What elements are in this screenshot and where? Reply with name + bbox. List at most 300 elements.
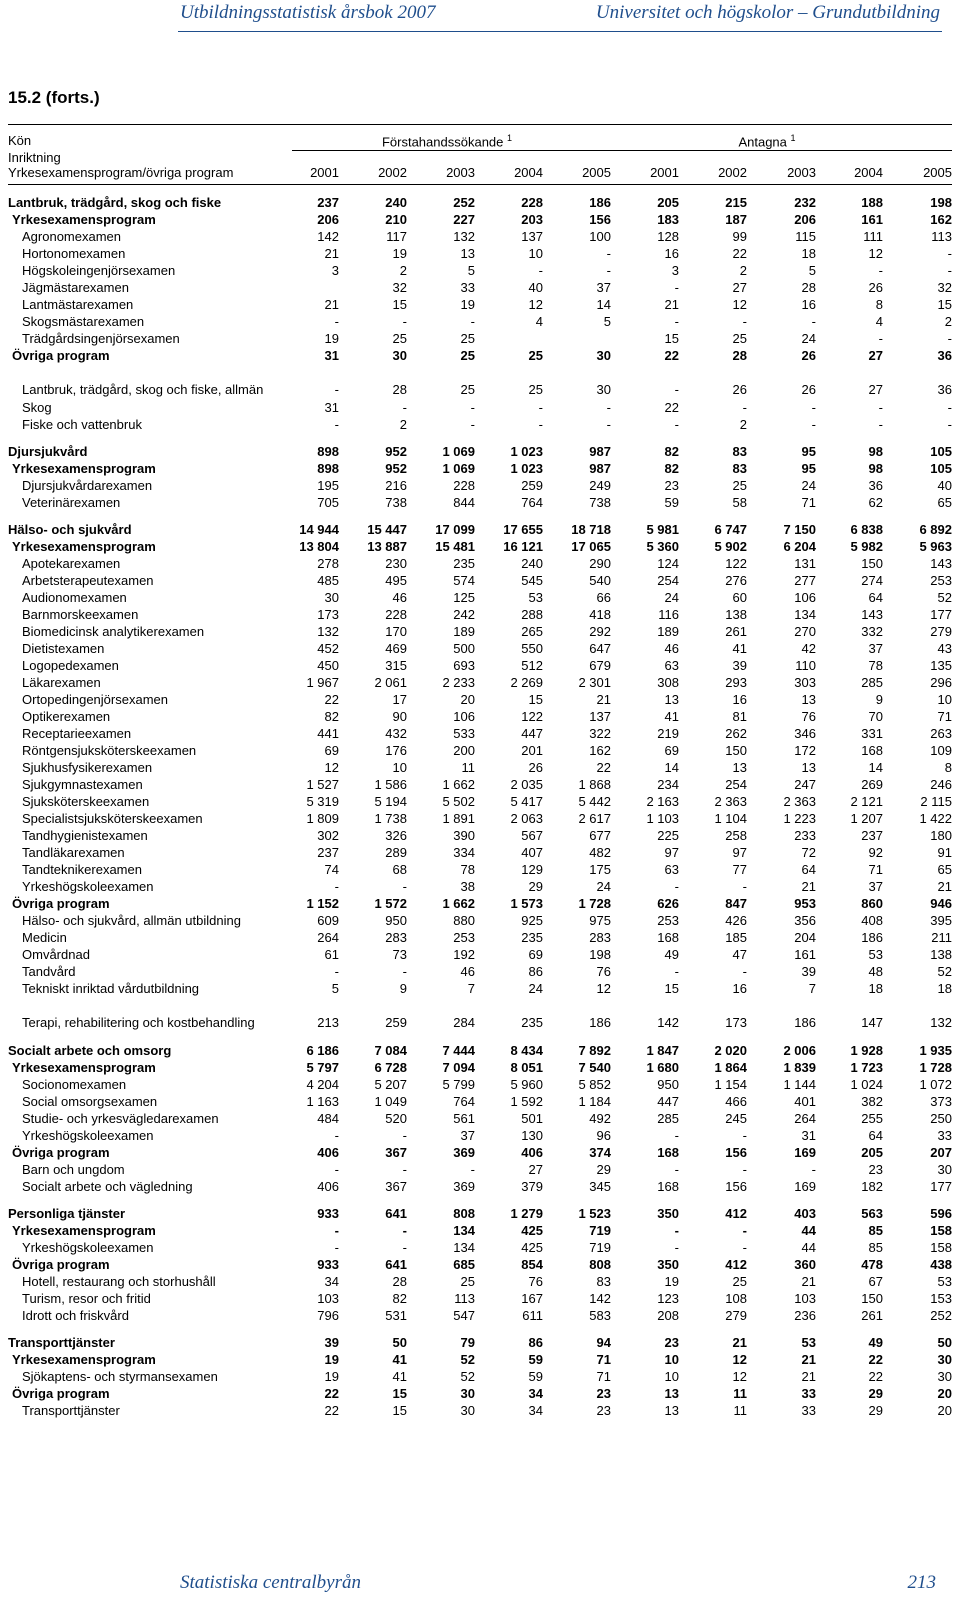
cell-value: 10	[392, 760, 407, 775]
cell-value: 117	[386, 229, 407, 244]
cell-value: 550	[521, 641, 543, 656]
cell-value: 132	[317, 624, 339, 639]
cell-value: 82	[392, 1291, 407, 1306]
cell-value: 2 163	[646, 794, 679, 809]
cell-value: 180	[930, 828, 952, 843]
cell-value: 279	[725, 1308, 747, 1323]
cell-value: 2	[399, 417, 407, 432]
cell-value: 254	[657, 573, 679, 588]
cell-value: 406	[317, 1145, 339, 1160]
cell-value: 189	[657, 624, 679, 639]
cell-value: -	[402, 400, 407, 415]
cell-value: 86	[528, 964, 543, 979]
cell-value: 233	[794, 828, 816, 843]
cell-value: 1 864	[714, 1060, 747, 1075]
spacer-row	[8, 1324, 952, 1334]
cell-value: 63	[664, 658, 679, 673]
cell-value: 245	[725, 1111, 747, 1126]
cell-value: 21	[801, 1274, 816, 1289]
cell-value: 22	[664, 348, 679, 363]
cell-value: 31	[324, 348, 339, 363]
table-row	[8, 1402, 952, 1419]
cell-value: 1 728	[919, 1060, 952, 1075]
cell-value: 6 186	[306, 1043, 339, 1058]
cell-value: 2 233	[442, 675, 475, 690]
footnote-mark: 1	[790, 133, 796, 143]
cell-value: -	[334, 1162, 339, 1177]
cell-value: 63	[664, 862, 679, 877]
cell-value: 25	[460, 348, 475, 363]
footer-publisher: Statistiska centralbyrån	[180, 1572, 362, 1593]
row-label: Transporttjänster	[8, 1335, 115, 1350]
cell-value: 25	[528, 348, 543, 363]
cell-value: -	[674, 879, 679, 894]
cell-value: 30	[460, 1386, 475, 1401]
cell-value: 25	[732, 331, 747, 346]
cell-value: 12	[732, 1352, 747, 1367]
cell-value: 135	[930, 658, 952, 673]
column-label-kon: Kön	[8, 133, 32, 148]
cell-value: 583	[589, 1308, 611, 1323]
cell-value: 11	[733, 1386, 747, 1401]
cell-value: 933	[317, 1257, 339, 1272]
cell-value: -	[811, 1162, 816, 1177]
cell-value: 168	[861, 743, 883, 758]
cell-value: 1 163	[306, 1094, 339, 1109]
cell-value: 168	[657, 1145, 679, 1160]
cell-value: -	[334, 879, 339, 894]
table-row	[8, 364, 952, 399]
cell-value: 105	[930, 444, 952, 459]
cell-value: 30	[596, 382, 611, 397]
cell-value: 40	[937, 478, 952, 493]
cell-value: 74	[324, 862, 339, 877]
table-row	[8, 946, 952, 963]
cell-value: 206	[794, 212, 816, 227]
table-row	[8, 742, 952, 759]
cell-value: 130	[521, 1128, 543, 1143]
cell-value: 16	[732, 981, 747, 996]
cell-value: 122	[725, 556, 747, 571]
cell-value: 167	[521, 1291, 543, 1306]
cell-value: 158	[930, 1240, 952, 1255]
cell-value: 98	[868, 444, 883, 459]
cell-value: 232	[794, 195, 816, 210]
cell-value: 373	[930, 1094, 952, 1109]
cell-value: -	[606, 400, 611, 415]
cell-value: 143	[930, 556, 952, 571]
cell-value: 3	[671, 263, 679, 278]
cell-value: 30	[596, 348, 611, 363]
cell-value: 15	[664, 331, 679, 346]
cell-value: 14	[596, 297, 611, 312]
cell-value: 10	[528, 246, 543, 261]
row-label: Studie- och yrkesvägledarexamen	[22, 1111, 219, 1126]
cell-value: 425	[521, 1240, 543, 1255]
cell-value: 33	[801, 1403, 816, 1418]
row-label: Yrkesexamensprogram	[12, 1223, 156, 1238]
cell-value	[543, 330, 611, 347]
cell-value: 235	[453, 556, 475, 571]
cell-value: 22	[732, 246, 747, 261]
cell-value: 82	[324, 709, 339, 724]
cell-value: 950	[385, 913, 407, 928]
cell-value: 137	[521, 229, 543, 244]
column-group-antagna	[712, 133, 822, 149]
cell-value: 27	[528, 1162, 543, 1177]
row-label: Sjuksköterskeexamen	[22, 794, 150, 809]
section-row	[8, 1042, 952, 1059]
table-row	[8, 589, 952, 606]
cell-value: 188	[861, 195, 883, 210]
cell-value: 131	[794, 556, 816, 571]
cell-value: 284	[453, 1015, 475, 1030]
cell-value: 60	[732, 590, 747, 605]
cell-value: 303	[794, 675, 816, 690]
cell-value: 186	[589, 195, 611, 210]
cell-value: 103	[317, 1291, 339, 1306]
cell-value: 12	[596, 981, 611, 996]
cell-value: -	[538, 263, 543, 278]
row-label: Djursjukvårdarexamen	[22, 478, 153, 493]
cell-value: 13	[664, 1386, 679, 1401]
cell-value: 950	[657, 1077, 679, 1092]
cell-value: 12	[324, 760, 339, 775]
row-label: Lantbruk, trädgård, skog och fiske	[8, 195, 222, 210]
cell-value: -	[674, 1128, 679, 1143]
cell-value: 5 417	[510, 794, 543, 809]
cell-value: 20	[937, 1403, 952, 1418]
row-label: Apotekarexamen	[22, 556, 121, 571]
row-label: Tandläkarexamen	[22, 845, 125, 860]
cell-value: 21	[801, 1369, 816, 1384]
table-row	[8, 963, 952, 980]
cell-value: 609	[317, 913, 339, 928]
cell-value: 2 061	[374, 675, 407, 690]
cell-value: 201	[521, 743, 543, 758]
cell-value: 2	[739, 417, 747, 432]
cell-value: 274	[861, 573, 883, 588]
cell-value: 36	[868, 478, 883, 493]
cell-value: 408	[861, 913, 883, 928]
row-label: Övriga program	[12, 348, 110, 363]
cell-value: 1 935	[919, 1043, 952, 1058]
cell-value: 466	[725, 1094, 747, 1109]
cell-value: 808	[453, 1206, 475, 1221]
table-row	[8, 997, 952, 1032]
cell-value: 1 069	[442, 444, 475, 459]
cell-value: 125	[453, 590, 475, 605]
cell-value: 4 204	[306, 1077, 339, 1092]
cell-value: 1 928	[850, 1043, 883, 1058]
cell-value: 172	[794, 743, 816, 758]
cell-value: 132	[930, 1015, 952, 1030]
cell-value: 142	[317, 229, 339, 244]
cell-value: 946	[930, 896, 952, 911]
program-group-row	[8, 1351, 952, 1368]
table-row	[8, 228, 952, 245]
cell-value: 33	[460, 280, 475, 295]
cell-value: -	[674, 1162, 679, 1177]
row-label: Tandhygienistexamen	[22, 828, 148, 843]
cell-value: 1 586	[374, 777, 407, 792]
cell-value: 288	[521, 607, 543, 622]
cell-value: 37	[460, 1128, 475, 1143]
cell-value: 253	[930, 573, 952, 588]
row-label: Logopedexamen	[22, 658, 119, 673]
cell-value: 641	[385, 1206, 407, 1221]
column-group-rule	[292, 150, 952, 151]
cell-value: 2 035	[510, 777, 543, 792]
cell-value: 293	[725, 675, 747, 690]
cell-value: 177	[930, 607, 952, 622]
cell-value: 15	[528, 692, 543, 707]
cell-value: 65	[937, 495, 952, 510]
cell-value: 70	[868, 709, 883, 724]
cell-value: 30	[937, 1369, 952, 1384]
cell-value: 426	[725, 913, 747, 928]
cell-value: 367	[385, 1179, 407, 1194]
cell-value: -	[538, 417, 543, 432]
cell-value: 150	[861, 556, 883, 571]
cell-value: 138	[930, 947, 952, 962]
cell-value: -	[470, 314, 475, 329]
cell-value: 182	[861, 1179, 883, 1194]
cell-value: -	[674, 964, 679, 979]
cell-value: 150	[725, 743, 747, 758]
cell-value: 5 902	[714, 539, 747, 554]
cell-value: 2	[399, 263, 407, 278]
cell-value: 252	[930, 1308, 952, 1323]
cell-value: 403	[794, 1206, 816, 1221]
cell-value: 15 447	[367, 522, 407, 537]
cell-value: 492	[589, 1111, 611, 1126]
cell-value: 168	[657, 930, 679, 945]
cell-value: 30	[392, 348, 407, 363]
cell-value: 262	[725, 726, 747, 741]
cell-value: -	[674, 417, 679, 432]
table-row	[8, 929, 952, 946]
cell-value: 693	[453, 658, 475, 673]
cell-value: 170	[385, 624, 407, 639]
cell-value: 953	[794, 896, 816, 911]
cell-value: 246	[930, 777, 952, 792]
cell-value: -	[878, 417, 883, 432]
cell-value: 25	[460, 331, 475, 346]
cell-value: 258	[725, 828, 747, 843]
cell-value: 6 204	[783, 539, 816, 554]
cell-value: -	[402, 314, 407, 329]
cell-value: 36	[937, 348, 952, 363]
cell-value: 20	[460, 692, 475, 707]
cell-value: 252	[453, 195, 475, 210]
cell-value: 808	[589, 1257, 611, 1272]
row-label: Arbetsterapeutexamen	[22, 573, 154, 588]
cell-value: 5 207	[374, 1077, 407, 1092]
cell-value: 547	[453, 1308, 475, 1323]
table-row	[8, 1093, 952, 1110]
cell-value: 5 852	[578, 1077, 611, 1092]
table-row	[8, 844, 952, 861]
row-label: Lantmästarexamen	[22, 297, 134, 312]
cell-value: 450	[317, 658, 339, 673]
cell-value: 73	[392, 947, 407, 962]
table-header-rule	[8, 184, 952, 185]
year-header: 2003	[787, 165, 816, 180]
cell-value: 25	[460, 382, 475, 397]
cell-value: -	[742, 1240, 747, 1255]
cell-value: 860	[861, 896, 883, 911]
table-row	[8, 1127, 952, 1144]
table-row	[8, 1239, 952, 1256]
cell-value: 1 967	[306, 675, 339, 690]
cell-value: 520	[385, 1111, 407, 1126]
cell-value: 189	[453, 624, 475, 639]
row-label: Socionomexamen	[22, 1077, 127, 1092]
cell-value: 110	[795, 658, 816, 673]
cell-value: 27	[868, 348, 883, 363]
cell-value: 264	[794, 1111, 816, 1126]
row-label: Omvårdnad	[22, 947, 90, 962]
table-row	[8, 912, 952, 929]
cell-value: 94	[596, 1335, 611, 1350]
row-label: Yrkesexamensprogram	[12, 1060, 156, 1075]
cell-value: -	[742, 400, 747, 415]
cell-value: 132	[453, 229, 475, 244]
table-row	[8, 477, 952, 494]
cell-value: 69	[528, 947, 543, 962]
cell-value: 150	[861, 1291, 883, 1306]
cell-value: 27	[868, 382, 883, 397]
cell-value: 183	[657, 212, 679, 227]
cell-value: 76	[801, 709, 816, 724]
cell-value: 168	[657, 1179, 679, 1194]
cell-value: 290	[589, 556, 611, 571]
cell-value: 2 020	[714, 1043, 747, 1058]
cell-value: 5 981	[646, 522, 679, 537]
cell-value: 7 084	[374, 1043, 407, 1058]
cell-value: 6 892	[919, 522, 952, 537]
cell-value: 259	[385, 1015, 407, 1030]
cell-value: 227	[453, 212, 475, 227]
section-row	[8, 1334, 952, 1351]
cell-value: 96	[596, 1128, 611, 1143]
cell-value: 46	[460, 964, 475, 979]
row-label: Hotell, restaurang och storhushåll	[22, 1274, 216, 1289]
cell-value: -	[334, 964, 339, 979]
cell-value: 108	[725, 1291, 747, 1306]
program-group-row	[8, 895, 952, 912]
cell-value: -	[947, 246, 952, 261]
program-group-row	[8, 538, 952, 555]
cell-value: 1 527	[306, 777, 339, 792]
row-label: Audionomexamen	[22, 590, 127, 605]
column-group-sokande-label: Förstahandssökande	[381, 134, 504, 150]
cell-value: -	[742, 1128, 747, 1143]
cell-value: 19	[392, 246, 407, 261]
cell-value: 134	[453, 1223, 475, 1238]
cell-value: 1 104	[714, 811, 747, 826]
row-label: Yrkeshögskoleexamen	[22, 1128, 154, 1143]
row-label: Hälso- och sjukvård	[8, 522, 132, 537]
cell-value: 41	[732, 641, 747, 656]
cell-value: 204	[794, 930, 816, 945]
cell-value: 478	[861, 1257, 883, 1272]
cell-value: 14	[664, 760, 679, 775]
cell-value: -	[470, 1162, 475, 1177]
cell-value: 4	[535, 314, 543, 329]
program-group-row	[8, 1385, 952, 1402]
cell-value: 844	[453, 495, 475, 510]
cell-value: 29	[868, 1403, 883, 1418]
row-label: Agronomexamen	[22, 229, 121, 244]
cell-value: 95	[801, 461, 816, 476]
cell-value: 17 065	[571, 539, 611, 554]
cell-value: 22	[596, 760, 611, 775]
cell-value: 23	[596, 1386, 611, 1401]
row-label: Sjukgymnastexamen	[22, 777, 143, 792]
row-label: Hortonomexamen	[22, 246, 126, 261]
table-row	[8, 1368, 952, 1385]
cell-value: 235	[521, 1015, 543, 1030]
cell-value: 37	[596, 280, 611, 295]
cell-value: 326	[385, 828, 407, 843]
cell-value: 34	[324, 1274, 339, 1289]
cell-value: 18 718	[571, 522, 611, 537]
table-row	[8, 555, 952, 572]
cell-value: 29	[528, 879, 543, 894]
footer-page-number: 213	[907, 1572, 936, 1593]
cell-value: 925	[521, 913, 543, 928]
cell-value: 933	[317, 1206, 339, 1221]
row-label: Socialt arbete och vägledning	[22, 1179, 193, 1194]
cell-value: 83	[732, 461, 747, 476]
cell-value: 7	[808, 981, 816, 996]
cell-value: 28	[392, 382, 407, 397]
cell-value: 406	[521, 1145, 543, 1160]
cell-value: 14	[868, 760, 883, 775]
cell-value: 76	[596, 964, 611, 979]
cell-value: 236	[794, 1308, 816, 1323]
cell-value: 705	[317, 495, 339, 510]
column-group-sokande	[372, 133, 522, 149]
cell-value: 679	[589, 658, 611, 673]
cell-value: 441	[317, 726, 339, 741]
cell-value: 296	[930, 675, 952, 690]
cell-value: 545	[521, 573, 543, 588]
row-label: Veterinärexamen	[22, 495, 121, 510]
cell-value: 12	[868, 246, 883, 261]
cell-value: 26	[868, 280, 883, 295]
program-group-row	[8, 1144, 952, 1161]
cell-value: 1 072	[919, 1077, 952, 1092]
cell-value: 1 184	[578, 1094, 611, 1109]
cell-value: 161	[861, 212, 883, 227]
cell-value: 563	[861, 1206, 883, 1221]
cell-value: 19	[460, 297, 475, 312]
cell-value: 129	[521, 862, 543, 877]
row-label: Transporttjänster	[22, 1403, 120, 1418]
cell-value: 41	[664, 709, 679, 724]
row-label: Biomedicinsk analytikerexamen	[22, 624, 205, 639]
cell-value: 22	[664, 400, 679, 415]
cell-value: 59	[528, 1369, 543, 1384]
year-header: 2002	[718, 165, 747, 180]
cell-value: 82	[664, 461, 679, 476]
cell-value: 68	[392, 862, 407, 877]
cell-value: 207	[930, 1145, 952, 1160]
cell-value: 147	[861, 1015, 883, 1030]
